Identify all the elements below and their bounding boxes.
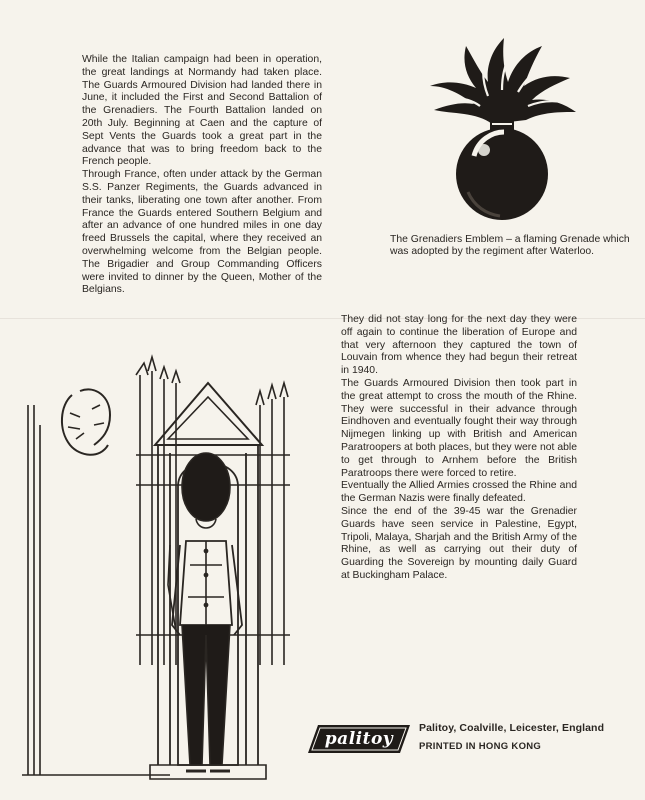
right-paragraph-4: Since the end of the 39-45 war the Grenadier Guards have seen service in Palestine, Egypt, Tripoli, Malaya, Sharjah and the British Army of the Rhine, as well as carrying out their duty of Guarding the Sovereign by mounting daily Guard at Buckingham Palace.	[341, 505, 577, 581]
left-paragraph-1: While the Italian campaign had been in operation, the great landings at Normandy had taken place. The Guards Armoured Division had landed there in June, it included the First and Second Battalion of the Grenadiers. The Fourth Battalion landed on 20th July. Beginning at Caen and the capture of Sept Vents the Guards took a great part in the advance that was to bring freedom back to the French people.	[82, 54, 322, 168]
left-paragraph-2: Through France, often under attack by the German S.S. Panzer Regiments, the Guards advanced in their tanks, liberating one town after another. From France the Guards entered Southern Belgium and after an advance of one hundred miles in one day freed Brussels the capital, where they received an overwhelming welcome from the Belgian people. The Brigadier and Group Commanding Officers were invited to dinner by the Queen, Mother of the Belgians.	[82, 169, 322, 296]
emblem-caption: The Grenadiers Emblem – a flaming Grenade which was adopted by the regiment after Waterloo.	[390, 234, 630, 258]
right-paragraph-1: They did not stay long for the next day they were off again to continue the liberation of Europe and that very afternoon they captured the town of Louvain from whence they had begun their retreat in 1940.	[341, 314, 577, 377]
company-address: Palitoy, Coalville, Leicester, England	[419, 722, 605, 734]
right-column-text	[341, 314, 577, 583]
right-paragraph-3: Eventually the Allied Armies crossed the Rhine and the German Nazis were finally defeated.	[341, 480, 577, 505]
guardsman-sentry-box-illustration	[10, 335, 300, 795]
flaming-grenade-icon	[422, 16, 582, 226]
printed-in: PRINTED IN HONG KONG	[419, 741, 542, 752]
right-paragraph-2: The Guards Armoured Division then took part in the great attempt to cross the mouth of the Rhine. They were successful in their advance through Eindhoven and eventually fought their way through Nijmegen linking up with British and American Paratroopers at both places, but they were not able to get through to Arnhem before the British Paratroops there were forced to retire.	[341, 377, 577, 479]
palitoy-logo	[304, 722, 414, 756]
left-column-text	[82, 54, 322, 297]
logo-text: palitoy	[324, 729, 394, 749]
